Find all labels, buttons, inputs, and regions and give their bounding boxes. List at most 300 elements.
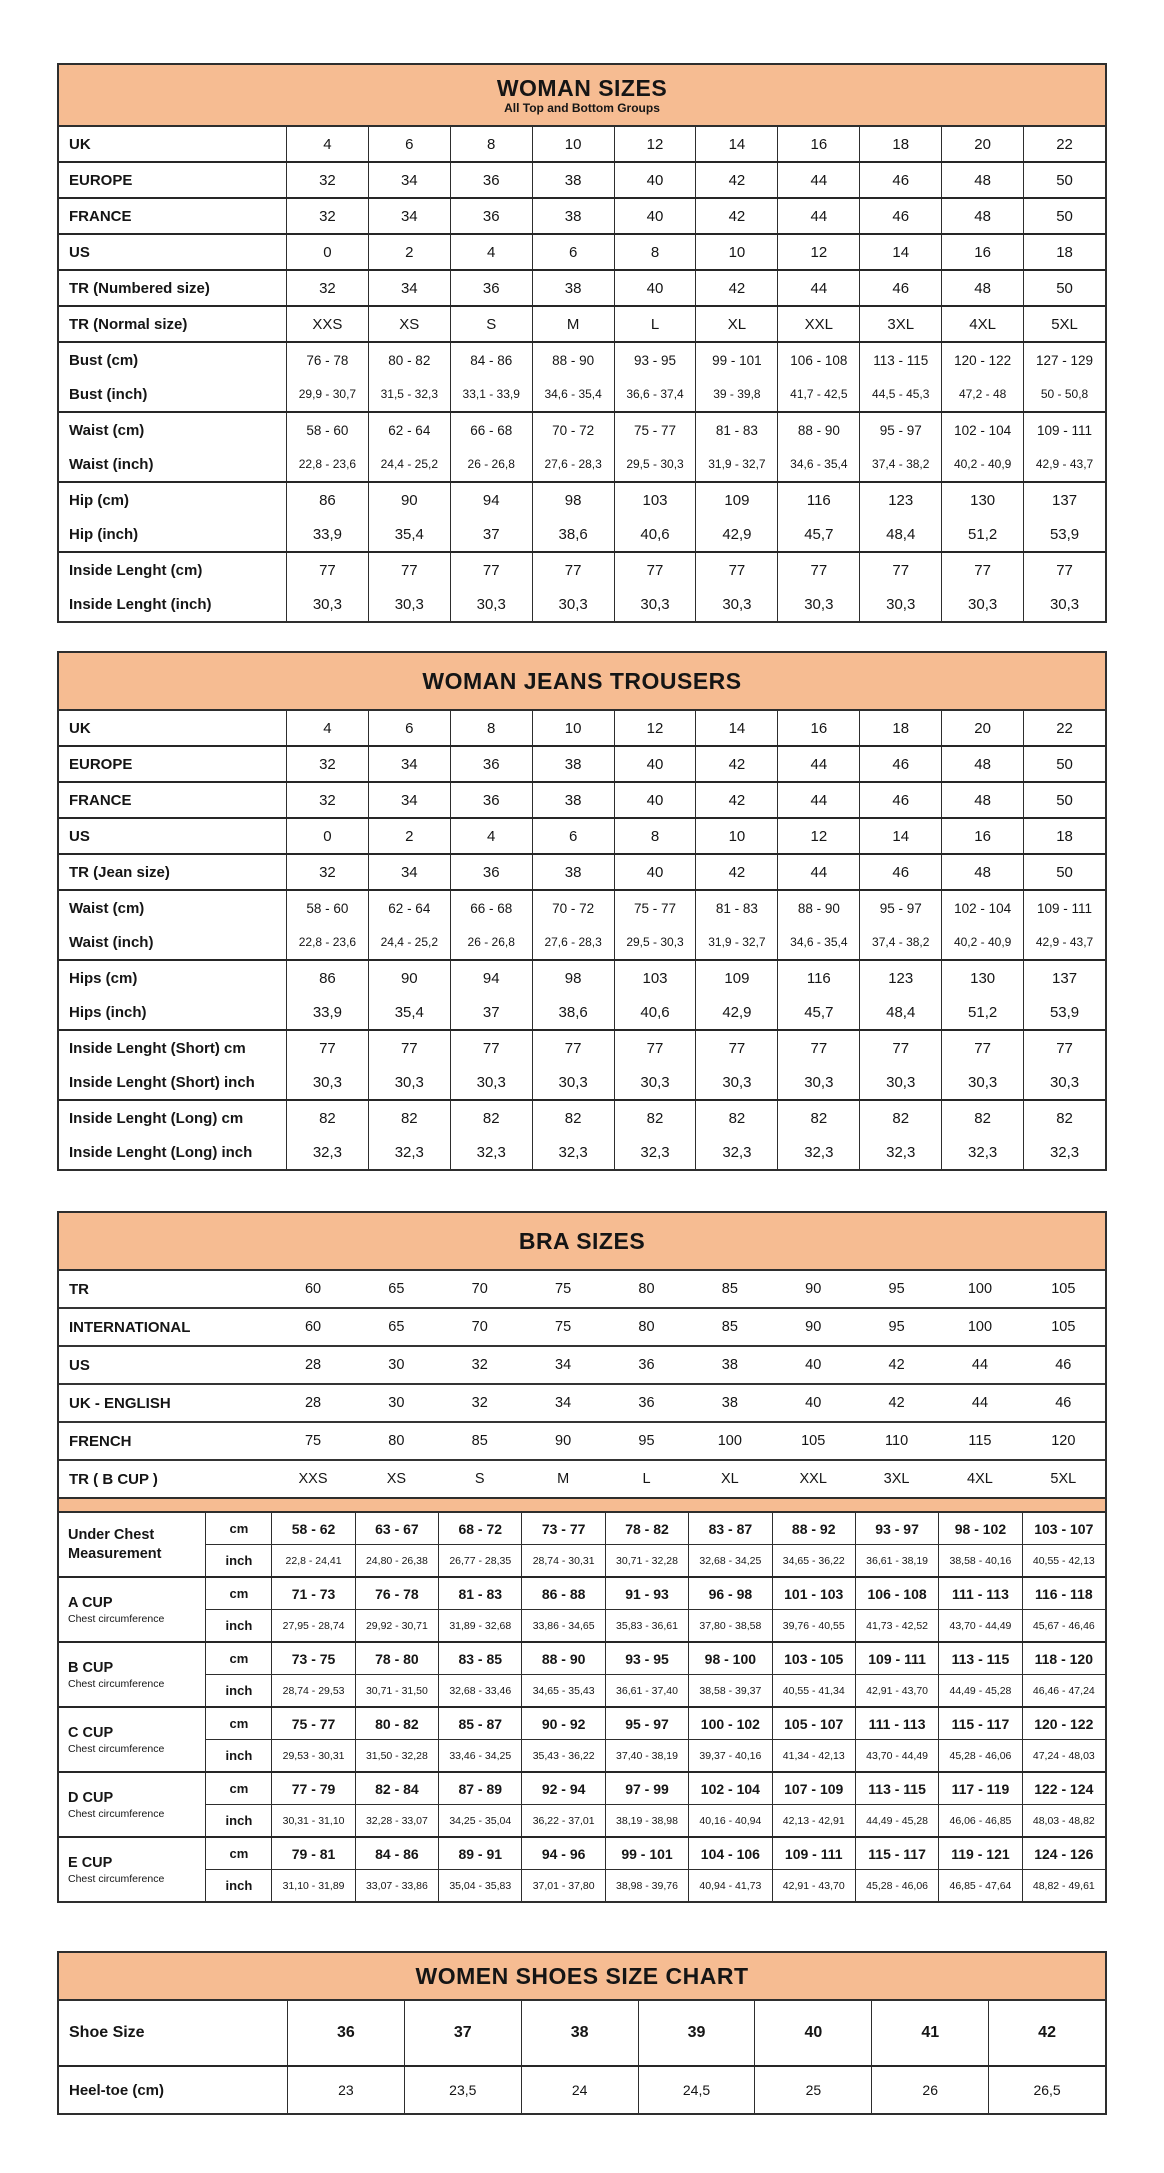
- cell: 75 - 77: [614, 413, 696, 447]
- cell: 53,9: [1023, 517, 1105, 551]
- cell: 38,58 - 39,37: [688, 1675, 771, 1706]
- cell: 109 - 111: [1023, 891, 1105, 925]
- cell: 88 - 90: [777, 891, 859, 925]
- woman-sizes-body: [59, 127, 1105, 621]
- cell: 113 - 115: [859, 343, 941, 377]
- cell: 34: [555, 1357, 572, 1373]
- unit-label: cm: [205, 1578, 271, 1609]
- cell: 32: [286, 747, 368, 781]
- cell: 5XL: [1050, 1471, 1077, 1487]
- table-row: [205, 1674, 1105, 1706]
- row-label: US: [69, 243, 90, 261]
- cell: 48: [941, 199, 1023, 233]
- cell: 105: [801, 1433, 826, 1449]
- row-label: Waist (inch): [69, 455, 154, 473]
- row-label: Waist (inch): [69, 933, 154, 951]
- cell: 30,3: [450, 1065, 532, 1099]
- cell: 42,91 - 43,70: [772, 1870, 855, 1901]
- cell: 30,3: [286, 587, 368, 621]
- cell: 32: [286, 271, 368, 305]
- cell: 32: [286, 199, 368, 233]
- cell: 105: [1051, 1281, 1076, 1297]
- table-row: [59, 995, 1105, 1029]
- cell: 22,8 - 24,41: [271, 1545, 354, 1576]
- cell: 79 - 81: [271, 1838, 354, 1869]
- cell: 83 - 87: [688, 1513, 771, 1544]
- cell: 82: [532, 1101, 614, 1135]
- unit-label: cm: [205, 1708, 271, 1739]
- cell: 37: [404, 2001, 521, 2065]
- unit-label: cm: [205, 1773, 271, 1804]
- cell: 75 - 77: [614, 891, 696, 925]
- cell: 34: [368, 271, 450, 305]
- cell: 8: [614, 819, 696, 853]
- table-row: [205, 1708, 1105, 1739]
- cell: 116 - 118: [1022, 1578, 1105, 1609]
- cell: M: [557, 1471, 570, 1487]
- cell: 38: [532, 199, 614, 233]
- cell: 45,7: [777, 517, 859, 551]
- cell: 86: [286, 483, 368, 517]
- cell: 40: [614, 783, 696, 817]
- table-row: [59, 1099, 1105, 1135]
- cell: 32,3: [368, 1135, 450, 1169]
- cell: 130: [941, 483, 1023, 517]
- cell: 77: [1023, 1031, 1105, 1065]
- cell: 82: [859, 1101, 941, 1135]
- cell: 16: [941, 819, 1023, 853]
- cell: 28: [304, 1395, 322, 1411]
- cell: 77: [450, 1031, 532, 1065]
- woman-sizes-table: [57, 63, 1107, 623]
- cell: XS: [386, 1471, 407, 1487]
- cell: 106 - 108: [855, 1578, 938, 1609]
- cell: 66 - 68: [450, 891, 532, 925]
- row-label: Hips (cm): [69, 969, 138, 987]
- cell: 32: [471, 1395, 488, 1411]
- cell: 26,5: [988, 2067, 1105, 2113]
- row-label: Waist (cm): [69, 421, 145, 439]
- cell: 109 - 111: [772, 1838, 855, 1869]
- table-row: [59, 341, 1105, 377]
- cell: 30,71 - 32,28: [605, 1545, 688, 1576]
- cell: 68 - 72: [438, 1513, 521, 1544]
- cell: 42,91 - 43,70: [855, 1675, 938, 1706]
- cell: 50: [1023, 163, 1105, 197]
- cell: 26: [871, 2067, 988, 2113]
- cell: 30,3: [859, 587, 941, 621]
- row-label: INTERNATIONAL: [69, 1318, 191, 1336]
- cell: 109 - 111: [1023, 413, 1105, 447]
- cell: 27,6 - 28,3: [532, 925, 614, 959]
- cell: 70 - 72: [532, 413, 614, 447]
- cell: 23: [287, 2067, 404, 2113]
- cell: 36: [450, 271, 532, 305]
- cell: 77: [368, 1031, 450, 1065]
- cell: 104 - 106: [688, 1838, 771, 1869]
- cell: 34: [555, 1395, 572, 1411]
- cell: 0: [286, 235, 368, 269]
- table-row: [59, 2065, 1105, 2113]
- cell: 40: [614, 855, 696, 889]
- cell: 44: [971, 1357, 989, 1373]
- cell: 31,89 - 32,68: [438, 1610, 521, 1641]
- cell: 30,3: [286, 1065, 368, 1099]
- row-label: TR (Jean size): [69, 863, 170, 881]
- row-label: TR (Numbered size): [69, 279, 210, 297]
- cell: 34: [368, 783, 450, 817]
- cell: 44: [777, 855, 859, 889]
- jeans-body: [59, 711, 1105, 1169]
- cell: 88 - 92: [772, 1513, 855, 1544]
- cell: 102 - 104: [688, 1773, 771, 1804]
- table-row: [59, 197, 1105, 233]
- cell: 82: [695, 1101, 777, 1135]
- cell: 77: [532, 553, 614, 587]
- cell: 84 - 86: [450, 343, 532, 377]
- table-row: [59, 233, 1105, 269]
- cell: 95 - 97: [859, 413, 941, 447]
- cell: 40,55 - 41,34: [772, 1675, 855, 1706]
- table-row: [59, 587, 1105, 621]
- cell: 93 - 95: [605, 1643, 688, 1674]
- cell: 76 - 78: [286, 343, 368, 377]
- cell: 44,49 - 45,28: [938, 1675, 1021, 1706]
- cup-label: A CUP: [68, 1594, 113, 1611]
- cell: 115 - 117: [855, 1838, 938, 1869]
- cell: 100 - 102: [688, 1708, 771, 1739]
- cup-label: C CUP: [68, 1724, 114, 1741]
- table-row: [59, 711, 1105, 745]
- cell: 46: [859, 855, 941, 889]
- cell: 37,01 - 37,80: [521, 1870, 604, 1901]
- cell: 44: [777, 163, 859, 197]
- cell: 47,2 - 48: [941, 377, 1023, 411]
- cell: 78 - 82: [605, 1513, 688, 1544]
- cell: 92 - 94: [521, 1773, 604, 1804]
- cell: 98: [532, 483, 614, 517]
- cell: 82: [368, 1101, 450, 1135]
- woman-sizes-title: WOMAN SIZES: [496, 74, 668, 101]
- cell: 75: [555, 1281, 572, 1297]
- cell: 32,28 - 33,07: [355, 1805, 438, 1836]
- cell: 109 - 111: [855, 1643, 938, 1674]
- cell: 36: [638, 1357, 655, 1373]
- row-label: Hip (cm): [69, 491, 129, 509]
- cup-group: [59, 1576, 1105, 1641]
- cell: 48: [941, 747, 1023, 781]
- cup-label-cell: [59, 1513, 205, 1576]
- row-label: Waist (cm): [69, 899, 145, 917]
- shoes-table: [57, 1951, 1107, 2115]
- cell: 45,28 - 46,06: [938, 1740, 1021, 1771]
- cell: 34,65 - 35,43: [521, 1675, 604, 1706]
- cell: 77: [532, 1031, 614, 1065]
- cup-group: [59, 1836, 1105, 1901]
- cell: 70: [471, 1319, 488, 1335]
- cell: 77: [941, 1031, 1023, 1065]
- cell: 77: [859, 1031, 941, 1065]
- row-label: Bust (inch): [69, 385, 148, 403]
- cell: 120: [1051, 1433, 1076, 1449]
- cell: 12: [614, 711, 696, 745]
- cell: 36: [450, 163, 532, 197]
- unit-label: cm: [205, 1838, 271, 1869]
- cell: 116: [777, 961, 859, 995]
- cell: 95: [888, 1281, 905, 1297]
- cell: 100: [967, 1319, 993, 1335]
- jeans-table: [57, 651, 1107, 1171]
- cell: 30,3: [695, 587, 777, 621]
- cell: 34,6 - 35,4: [777, 447, 859, 481]
- cell: 130: [941, 961, 1023, 995]
- cell: 39,76 - 40,55: [772, 1610, 855, 1641]
- cell: 6: [532, 235, 614, 269]
- cell: XS: [368, 307, 450, 341]
- cell: 36,61 - 38,19: [855, 1545, 938, 1576]
- cell: 41,7 - 42,5: [777, 377, 859, 411]
- cell: 29,5 - 30,3: [614, 447, 696, 481]
- cell: 14: [695, 127, 777, 161]
- bra-title: BRA SIZES: [518, 1227, 646, 1254]
- cell: 103 - 105: [772, 1643, 855, 1674]
- cell: 51,2: [941, 995, 1023, 1029]
- cell: 26,77 - 28,35: [438, 1545, 521, 1576]
- cell: 42,9: [695, 517, 777, 551]
- cell: 103: [614, 961, 696, 995]
- cell: S: [450, 307, 532, 341]
- cell: 35,4: [368, 517, 450, 551]
- table-row: [59, 781, 1105, 817]
- cell: 85 - 87: [438, 1708, 521, 1739]
- table-row: [205, 1513, 1105, 1544]
- cell: 90: [805, 1281, 822, 1297]
- cell: 80 - 82: [355, 1708, 438, 1739]
- cell: 30: [388, 1357, 405, 1373]
- woman-sizes-subtitle: All Top and Bottom Groups: [504, 101, 660, 116]
- cup-label: E CUP: [68, 1854, 113, 1871]
- cell: 42: [988, 2001, 1105, 2065]
- cell: 30,71 - 31,50: [355, 1675, 438, 1706]
- cell: 4XL: [967, 1471, 993, 1487]
- cell: 111 - 113: [938, 1578, 1021, 1609]
- cell: 82 - 84: [355, 1773, 438, 1804]
- cell: 75: [555, 1319, 572, 1335]
- bra-table: [57, 1211, 1107, 1903]
- cell: 58 - 60: [286, 413, 368, 447]
- cell: 33,1 - 33,9: [450, 377, 532, 411]
- cell: 32: [286, 855, 368, 889]
- cell: 51,2: [941, 517, 1023, 551]
- cell: 109: [695, 961, 777, 995]
- unit-label: cm: [205, 1643, 271, 1674]
- cell: 86 - 88: [521, 1578, 604, 1609]
- cell: 90: [368, 483, 450, 517]
- cell: 42: [888, 1395, 905, 1411]
- table-row: [59, 517, 1105, 551]
- cell: 26 - 26,8: [450, 447, 532, 481]
- cell: 37: [450, 517, 532, 551]
- cup-label: B CUP: [68, 1659, 114, 1676]
- table-row: [205, 1643, 1105, 1674]
- cell: 65: [388, 1319, 405, 1335]
- row-label: Heel-toe (cm): [69, 2081, 165, 2099]
- cell: 34: [368, 163, 450, 197]
- cell: 38: [532, 271, 614, 305]
- cell: 32,3: [1023, 1135, 1105, 1169]
- cell: 48,03 - 48,82: [1022, 1805, 1105, 1836]
- cup-note: Chest circumference: [68, 1873, 165, 1886]
- cell: 40: [614, 271, 696, 305]
- cell: L: [614, 307, 696, 341]
- cell: 116: [777, 483, 859, 517]
- cell: 77: [695, 1031, 777, 1065]
- woman-sizes-header: [59, 65, 1105, 127]
- cell: 75: [304, 1433, 322, 1449]
- cell: 42: [695, 163, 777, 197]
- cell: 24,4 - 25,2: [368, 925, 450, 959]
- cup-rows: [205, 1838, 1105, 1901]
- cell: 32,68 - 33,46: [438, 1675, 521, 1706]
- cell: 103: [614, 483, 696, 517]
- cell: 71 - 73: [271, 1578, 354, 1609]
- cell: 42: [695, 271, 777, 305]
- cell: 16: [777, 711, 859, 745]
- cell: 82: [450, 1101, 532, 1135]
- cell: 30,3: [614, 1065, 696, 1099]
- cup-group: [59, 1706, 1105, 1771]
- cell: 50: [1023, 199, 1105, 233]
- cell: 105 - 107: [772, 1708, 855, 1739]
- cell: 32,3: [941, 1135, 1023, 1169]
- cell: 30,3: [777, 587, 859, 621]
- cell: 27,95 - 28,74: [271, 1610, 354, 1641]
- cell: 32,3: [532, 1135, 614, 1169]
- cell: 45,67 - 46,46: [1022, 1610, 1105, 1641]
- cell: 10: [695, 235, 777, 269]
- cell: 42: [695, 855, 777, 889]
- cell: 46: [1055, 1395, 1072, 1411]
- cell: XL: [695, 307, 777, 341]
- cell: L: [642, 1471, 651, 1487]
- cell: 46,46 - 47,24: [1022, 1675, 1105, 1706]
- cell: 44: [777, 271, 859, 305]
- cell: 48: [941, 855, 1023, 889]
- cell: 22: [1023, 711, 1105, 745]
- row-label: TR ( B CUP ): [69, 1470, 158, 1488]
- table-row: [59, 959, 1105, 995]
- cell: 75 - 77: [271, 1708, 354, 1739]
- cell: 38: [532, 783, 614, 817]
- cell: 12: [777, 819, 859, 853]
- size-chart-page: [57, 0, 1107, 2173]
- cell: 46: [859, 747, 941, 781]
- cell: 84 - 86: [355, 1838, 438, 1869]
- row-label: Inside Lenght (Short) inch: [69, 1073, 255, 1091]
- cell: 30,3: [368, 1065, 450, 1099]
- cell: 102 - 104: [941, 891, 1023, 925]
- table-row: [205, 1609, 1105, 1641]
- cell: 18: [1023, 819, 1105, 853]
- cell: 98: [532, 961, 614, 995]
- cell: 78 - 80: [355, 1643, 438, 1674]
- cell: 88 - 90: [532, 343, 614, 377]
- cell: 30,3: [941, 587, 1023, 621]
- cell: 4: [286, 711, 368, 745]
- table-row: [59, 925, 1105, 959]
- table-row: [59, 1271, 1105, 1307]
- cell: 14: [695, 711, 777, 745]
- cell: 42,13 - 42,91: [772, 1805, 855, 1836]
- cell: 40: [614, 199, 696, 233]
- cell: 80: [388, 1433, 405, 1449]
- cell: 77: [941, 553, 1023, 587]
- cell: 107 - 109: [772, 1773, 855, 1804]
- cell: 40: [614, 163, 696, 197]
- table-row: [59, 745, 1105, 781]
- cell: 87 - 89: [438, 1773, 521, 1804]
- cell: 123: [859, 483, 941, 517]
- cell: 95 - 97: [605, 1708, 688, 1739]
- cell: 90: [555, 1433, 572, 1449]
- table-row: [59, 127, 1105, 161]
- cell: 81 - 83: [438, 1578, 521, 1609]
- cell: 90 - 92: [521, 1708, 604, 1739]
- cell: 3XL: [859, 307, 941, 341]
- cell: 120 - 122: [1022, 1708, 1105, 1739]
- cell: S: [474, 1471, 485, 1487]
- cell: 77: [368, 553, 450, 587]
- cell: 38,19 - 38,98: [605, 1805, 688, 1836]
- cell: 32,3: [286, 1135, 368, 1169]
- cell: 30,3: [859, 1065, 941, 1099]
- cell: 42,9 - 43,7: [1023, 447, 1105, 481]
- cell: 117 - 119: [938, 1773, 1021, 1804]
- cell: 36: [450, 855, 532, 889]
- cell: 27,6 - 28,3: [532, 447, 614, 481]
- cell: 24,4 - 25,2: [368, 447, 450, 481]
- cell: 42: [695, 783, 777, 817]
- cell: 31,9 - 32,7: [695, 925, 777, 959]
- cell: 20: [941, 711, 1023, 745]
- table-row: [59, 1421, 1105, 1459]
- cell: 31,10 - 31,89: [271, 1870, 354, 1901]
- cell: 36,6 - 37,4: [614, 377, 696, 411]
- cell: M: [532, 307, 614, 341]
- cup-group: [59, 1641, 1105, 1706]
- cell: 30,3: [695, 1065, 777, 1099]
- cell: 4: [450, 819, 532, 853]
- row-label: FRANCE: [69, 207, 132, 225]
- table-row: [59, 551, 1105, 587]
- cell: 115: [968, 1433, 992, 1449]
- cell: 29,9 - 30,7: [286, 377, 368, 411]
- cup-rows: [205, 1513, 1105, 1576]
- table-row: [59, 1459, 1105, 1497]
- row-label: US: [69, 827, 90, 845]
- cell: 24,5: [638, 2067, 755, 2113]
- cell: 45,28 - 46,06: [855, 1870, 938, 1901]
- cell: 77: [286, 553, 368, 587]
- table-row: [59, 1383, 1105, 1421]
- cell: 31,5 - 32,3: [368, 377, 450, 411]
- cell: 38,58 - 40,16: [938, 1545, 1021, 1576]
- cell: 65: [388, 1281, 405, 1297]
- cell: 80: [638, 1319, 655, 1335]
- cell: XXL: [777, 307, 859, 341]
- cell: 38: [532, 855, 614, 889]
- cell: 48,4: [859, 995, 941, 1029]
